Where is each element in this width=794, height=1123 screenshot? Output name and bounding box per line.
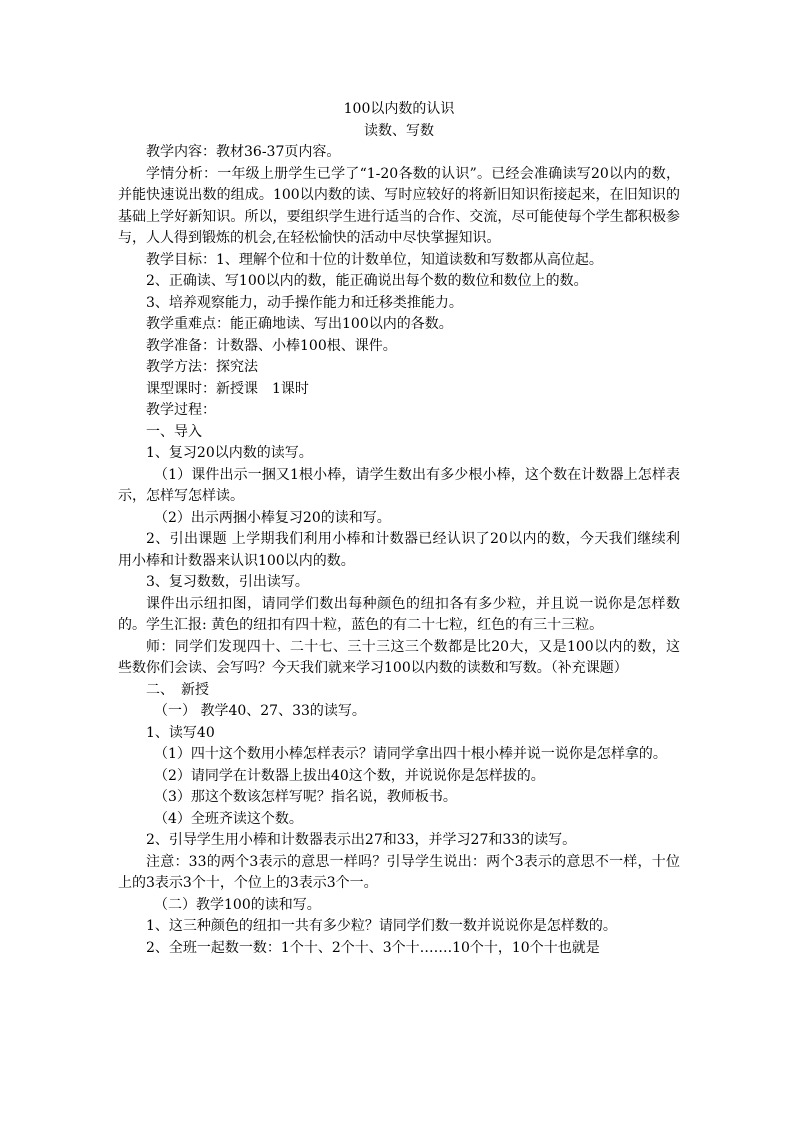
document-page [118, 98, 680, 959]
paragraph-part-two: （二）教学100的读和写。 [154, 896, 321, 913]
paragraph-review-1: （1）课件出示一捆又1根小棒，请学生数出有多少根小棒，这个数在计数器上怎样表示，怎样写怎样读。 [118, 466, 680, 504]
paragraph-key-difficulty: 教学重难点：能正确地读、写出100以内的各数。 [146, 316, 453, 332]
paragraph-review-2: （2）出示两捆小棒复习20的读和写。 [154, 509, 391, 526]
paragraph-student-analysis: 学情分析：一年级上册学生已学了“1-20各数的认识”。已经会准确读写20以内的数，并能快速说出数的组成。100以内数的读、写时应较好的将新旧知识衔接起来，在旧知识的基础上学好新知识。所以，要组织学生进行适当的合作、交流，尽可能使每个学生都积极参与，人人得到锻炼的机会,在轻松愉快的活动中尽快掌握知识。 [118, 165, 680, 246]
paragraph-teaching-goal-1: 教学目标：1、理解个位和十位的计数单位，知道读数和写数都从高位起。 [146, 251, 603, 268]
paragraph-part-one: （一） 教学40、27、33的读写。 [154, 703, 366, 719]
paragraph-count-buttons: 1、这三种颜色的纽扣一共有多少粒？请同学们数一数并说说你是怎样数的。 [146, 918, 617, 934]
paragraph-section-new: 二、 新授 [146, 681, 209, 698]
paragraph-button-image: 课件出示纽扣图，请同学们数出每种颜色的纽扣各有多少粒，并且说一说你是怎样数的。学生汇报: 黄色的纽扣有四十粒，蓝色的有二十七粒，红色的有三十三粒。 [118, 595, 680, 633]
paragraph-preparation: 教学准备：计数器、小棒100根、课件。 [146, 337, 397, 354]
paragraph-count-together: 2、全班一起数一数：1个十、2个十、3个十…….10个十，10个十也就是 [146, 939, 600, 956]
paragraph-teacher-talk: 师：同学们发现四十、二十七、三十三这三个数都是比20大，又是100以内的数，这些数你们会读、会写吗？今天我们就来学习100以内数的读数和写数。（补充课题） [118, 638, 680, 676]
document-subtitle: 读数、写数 [364, 123, 434, 139]
document-title: 100以内数的认识 [343, 101, 455, 117]
paragraph-section-intro: 一、导入 [146, 423, 202, 440]
paragraph-introduce-topic: 2、引出课题 上学期我们利用小棒和计数器已经认识了20以内的数，今天我们继续利用小棒和计数器来认识100以内的数。 [118, 531, 680, 569]
paragraph-teaching-content: 教学内容：教材36-37页内容。 [146, 144, 341, 160]
paragraph-step-3: （3）那这个数该怎样写呢？指名说，教师板书。 [154, 789, 457, 805]
paragraph-process-heading: 教学过程： [146, 402, 216, 418]
paragraph-guide-27-33: 2、引导学生用小棒和计数器表示出27和33，并学习27和33的读写。 [146, 832, 577, 848]
paragraph-lesson-type: 课型课时：新授课 1课时 [146, 380, 309, 397]
paragraph-method: 教学方法：探究法 [146, 359, 258, 375]
paragraph-review-counting: 3、复习数数，引出读写。 [146, 574, 309, 590]
paragraph-step-1: （1）四十这个数用小棒怎样表示？请同学拿出四十根小棒并说一说你是怎样拿的。 [154, 746, 667, 762]
paragraph-teaching-goal-3: 3、培养观察能力，动手操作能力和迁移类推能力。 [146, 294, 463, 311]
paragraph-teaching-goal-2: 2、正确读、写100以内的数，能正确说出每个数的数位和数位上的数。 [146, 273, 588, 289]
paragraph-step-4: （4）全班齐读这个数。 [154, 810, 303, 827]
paragraph-note: 注意：33的两个3表示的意思一样吗？引导学生说出：两个3表示的意思不一样，十位上的3表示3个十，个位上的3表示3个一。 [118, 853, 680, 891]
paragraph-read-write-40: 1、读写40 [146, 724, 215, 741]
paragraph-review-heading: 1、复习20以内数的读写。 [146, 445, 313, 461]
paragraph-step-2: （2）请同学在计数器上拔出40这个数，并说说你是怎样拔的。 [154, 767, 545, 784]
